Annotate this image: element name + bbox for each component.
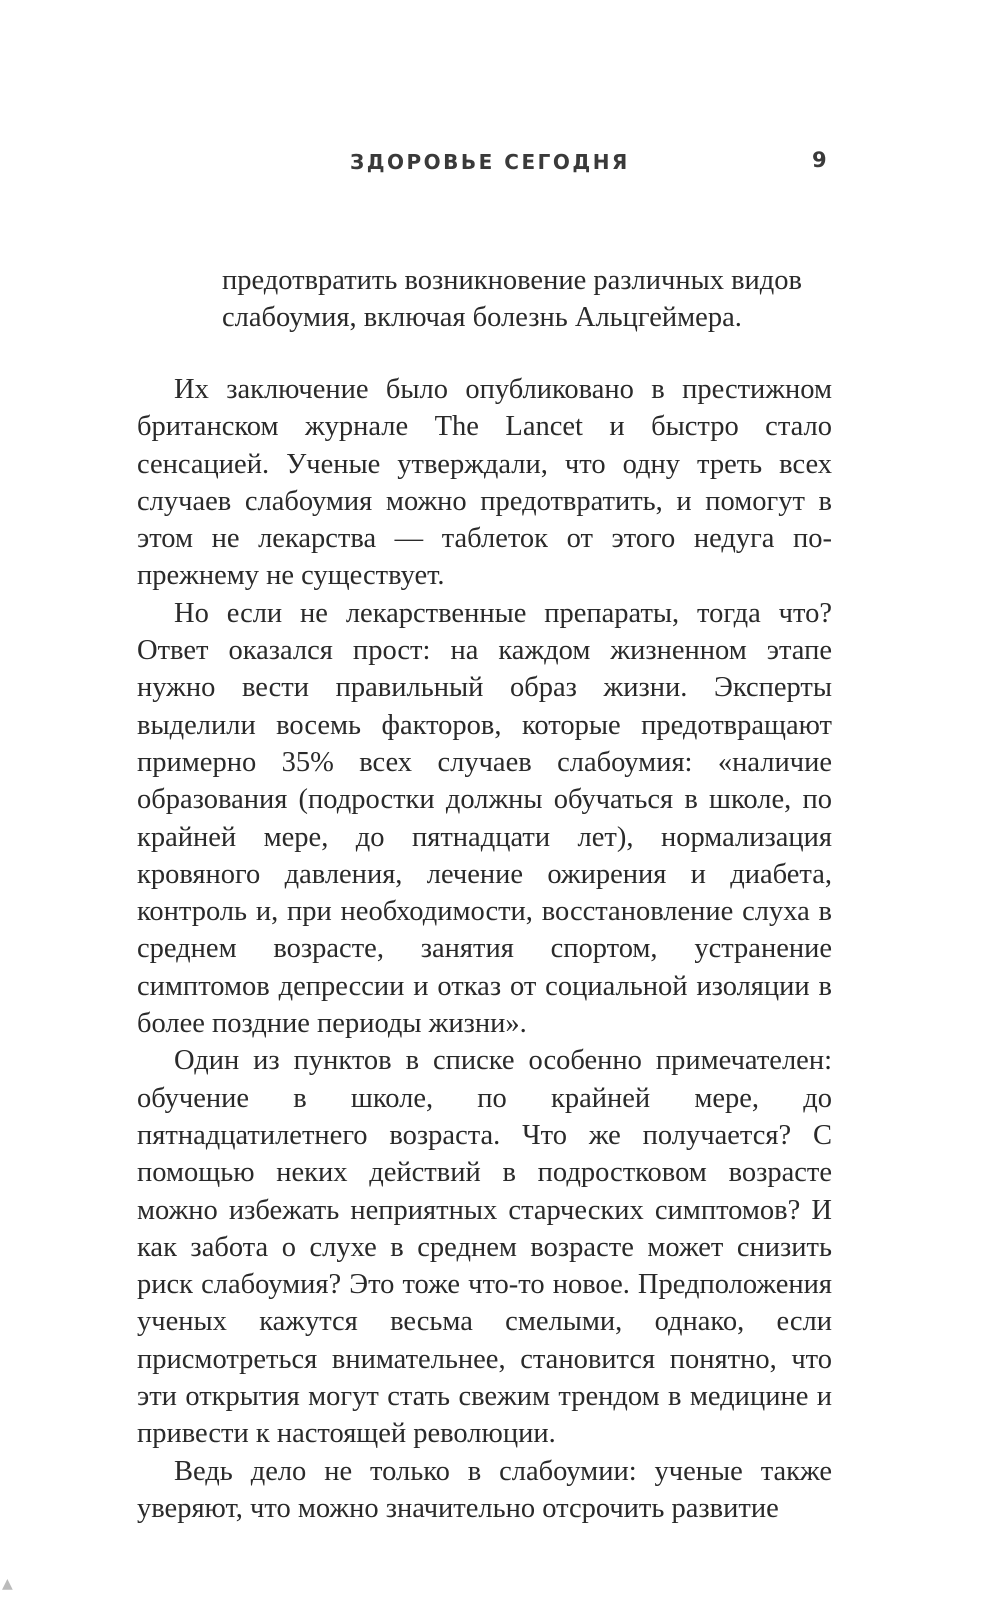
quote-text: предотвратить возникновение различных видов слабоумия, включая болезнь Альцгеймера.: [222, 265, 803, 333]
running-title: ЗДОРОВЬЕ СЕГОДНЯ: [350, 150, 630, 174]
corner-mark-icon: ▲: [2, 1576, 13, 1592]
page-number: 9: [812, 148, 827, 172]
body-text: [137, 371, 832, 1527]
paragraph-3: Один из пунктов в списке особенно примечателен: обучение в школе, по крайней мере, до пятнадцатилетнего возраста. Что же получается? С помощью неких действий в подростковом возрасте можно избежать неприятных старческих симптомов? И как забота о слухе в среднем возрасте может снизить риск слабоумия? Это тоже что-то новое. Предположения ученых кажутся весьма смелыми, однако, если присмотреться внимательнее, становится понятно, что эти открытия могут стать свежим трендом в медицине и привести к настоящей революции.: [137, 1045, 832, 1450]
paragraph-2: Но если не лекарственные препараты, тогда что? Ответ оказался прост: на каждом жизненном этапе нужно вести правильный образ жизни. Эксперты выделили восемь факторов, которые предотвращают примерно 35% всех случаев слабоумия: «наличие образования (подростки должны обучаться в школе, по крайней мере, до пятнадцати лет), нормализация кровяного давления, лечение ожирения и диабета, контроль и, при необходимости, восстановление слуха в среднем возрасте, занятия спортом, устранение симптомов депрессии и отказ от социальной изоляции в более поздние периоды жизни».: [137, 597, 832, 1040]
paragraph-1: Их заключение было опубликовано в престижном британском журнале The Lancet и быстро стало сенсацией. Ученые утверждали, что одну треть всех случаев слабоумия можно предотвратить, и помогут в этом не лекарства — таблеток от этого недуга по-прежнему не существует.: [137, 374, 832, 592]
block-quote: [222, 262, 832, 336]
paragraph-4: Ведь дело не только в слабоумии: ученые также уверяют, что можно значительно отсрочить развитие: [137, 1455, 832, 1524]
